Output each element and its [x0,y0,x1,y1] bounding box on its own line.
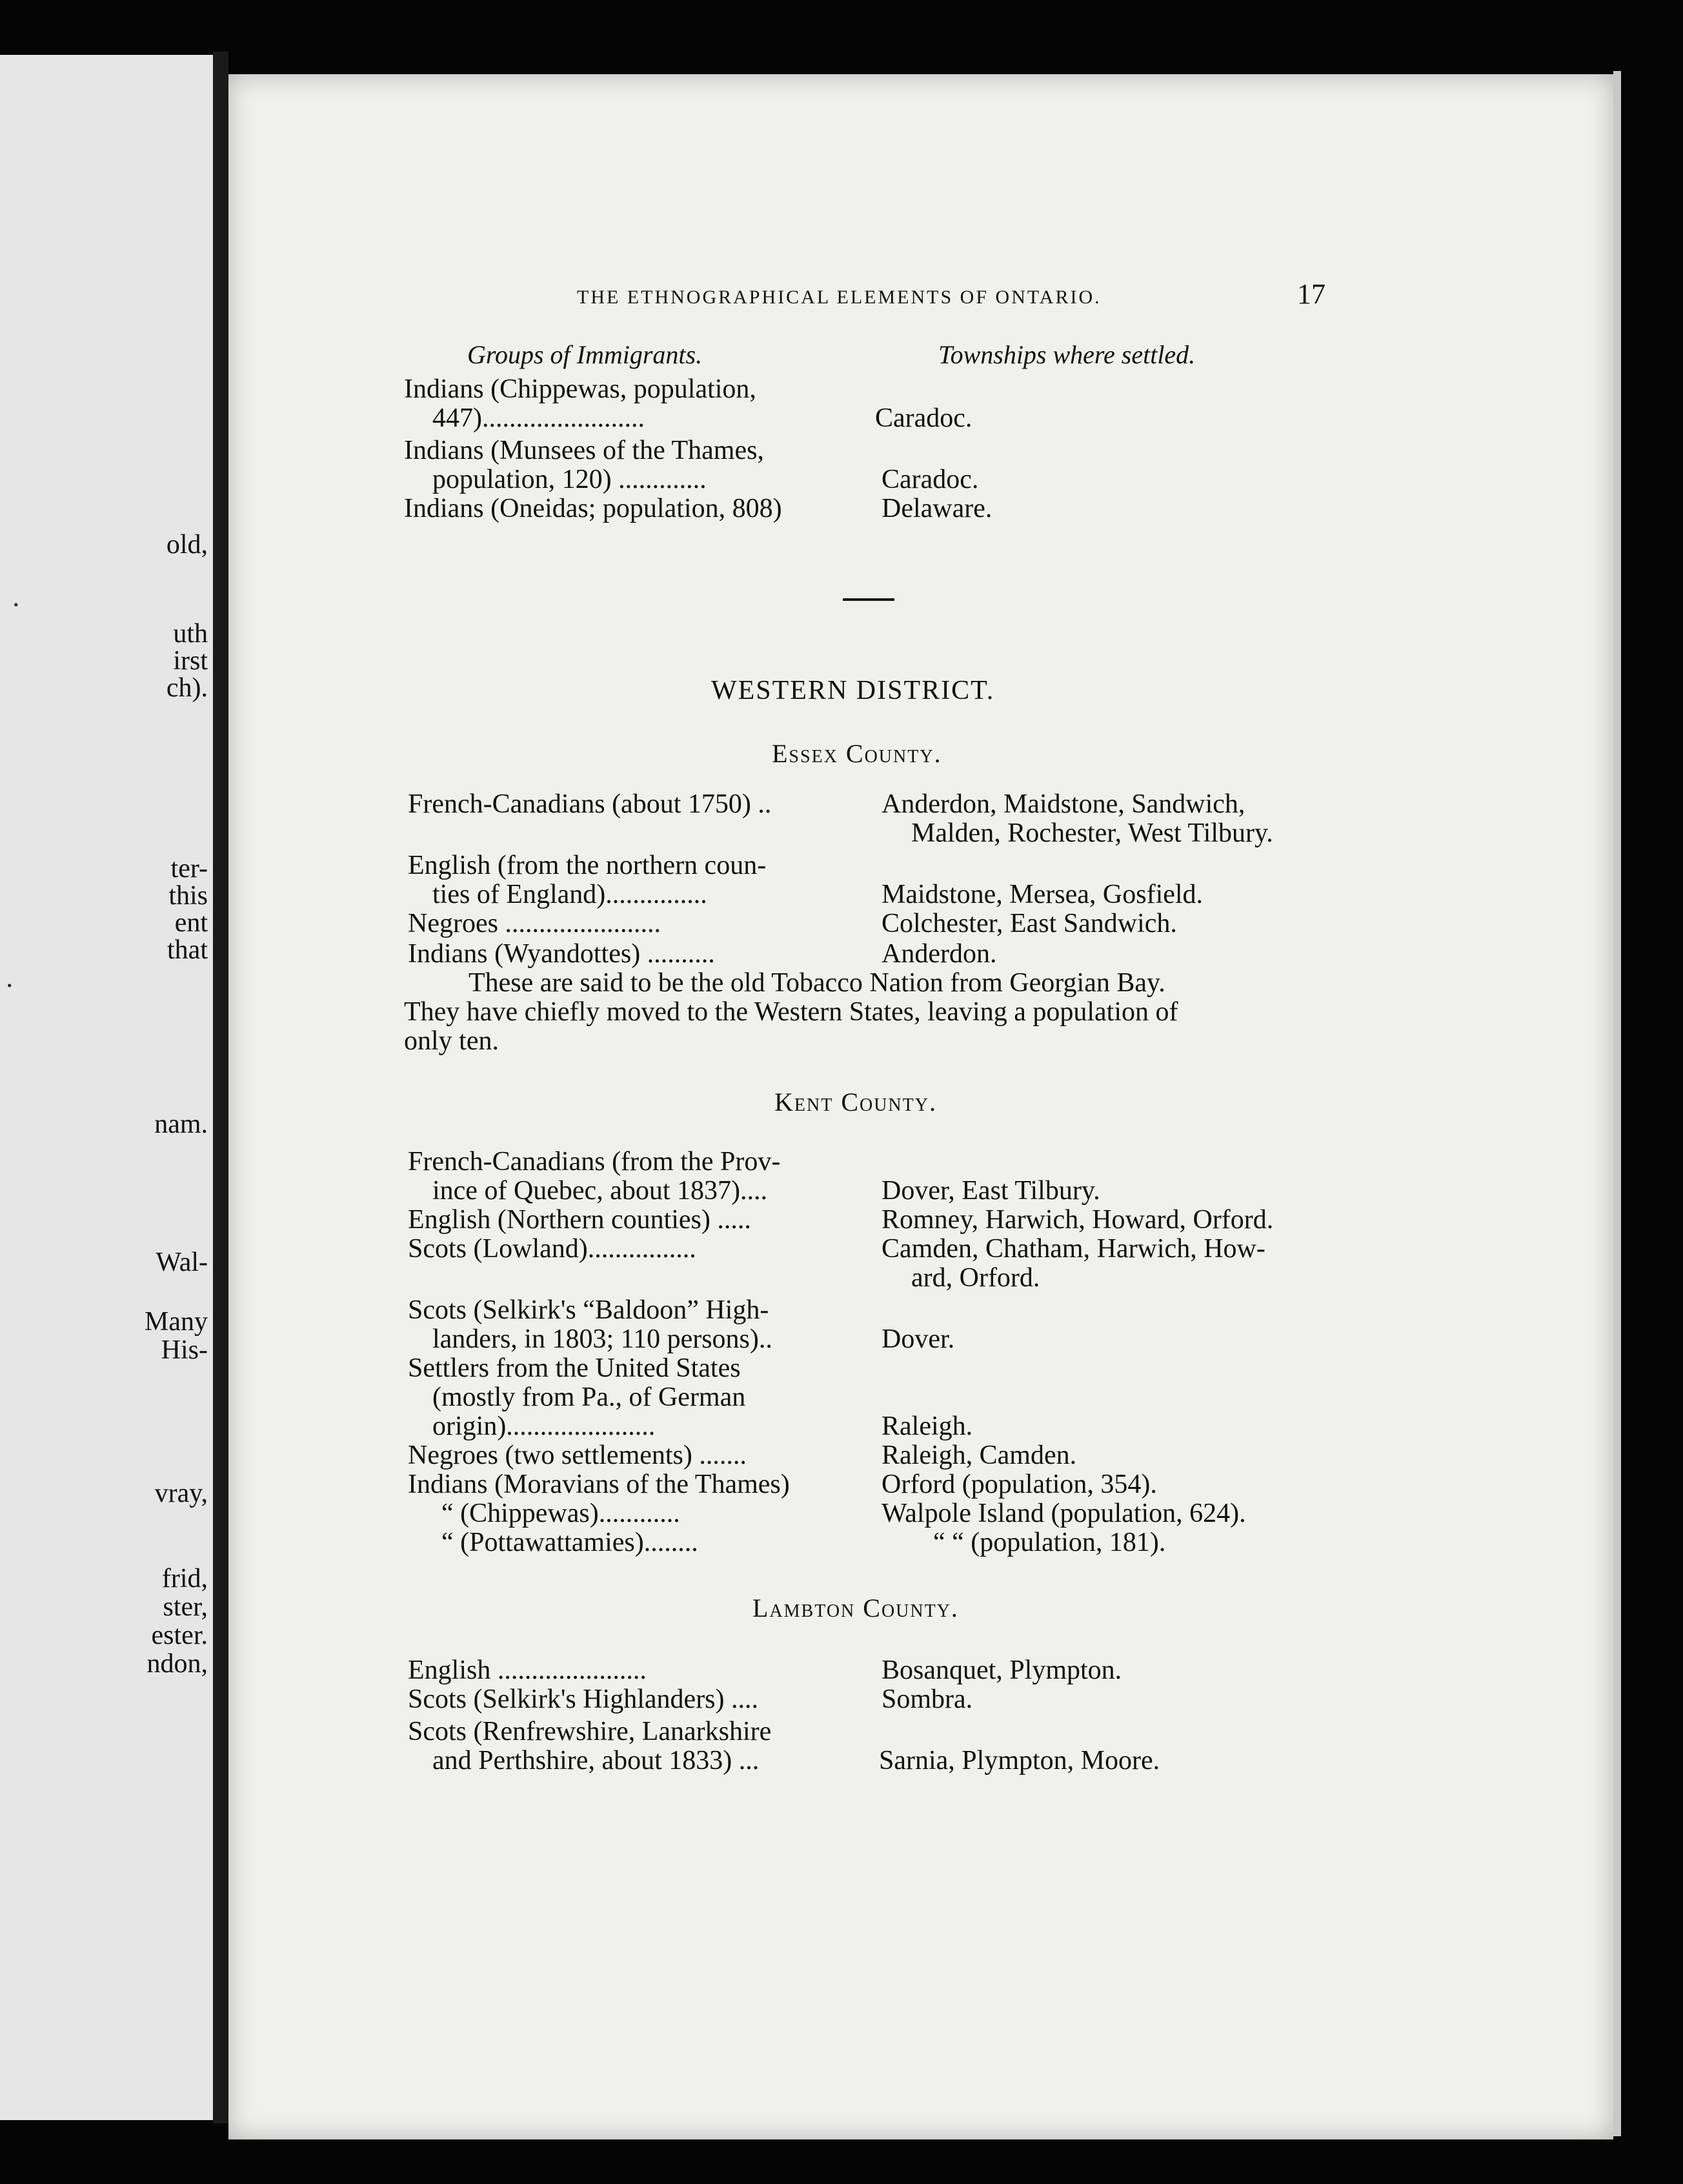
group-line: Scots (Selkirk's “Baldoon” High- [408,1295,769,1325]
group-line: population, 120) ............. [432,465,707,494]
township-line: Raleigh, Camden. [882,1441,1077,1470]
township-line: Dover. [882,1324,955,1354]
fragment-text: that [167,935,208,965]
group-line: and Perthshire, about 1833) ... [432,1746,760,1775]
group-line: French-Canadians (from the Prov- [408,1147,781,1177]
note-line: only ten. [404,1026,499,1056]
group-line: Negroes (two settlements) ....... [408,1441,747,1470]
group-line: Scots (Selkirk's Highlanders) .... [408,1684,759,1714]
township-line: ard, Orford. [911,1263,1040,1293]
group-line: Settlers from the United States [408,1353,741,1383]
fragment-text: ent [174,908,208,938]
township-line: Sombra. [882,1684,973,1714]
fragment-text: Wal- [156,1248,208,1277]
fragment-text: old, [166,530,208,560]
book-gutter [213,52,228,2123]
group-line: Indians (Munsees of the Thames, [404,436,764,465]
township-line: Camden, Chatham, Harwich, How- [882,1234,1265,1264]
district-title: WESTERN DISTRICT. [711,676,995,705]
township-line: Malden, Rochester, West Tilbury. [911,818,1273,848]
note-line: They have chiefly moved to the Western States, leaving a population of [404,997,1178,1027]
running-title: THE ETHNOGRAPHICAL ELEMENTS OF ONTARIO. [577,287,1102,308]
fragment-text: this [168,881,208,911]
page-number: 17 [1297,278,1325,310]
fragment-text: ndon, [146,1649,208,1679]
group-line: “ (Chippewas)............ [441,1499,680,1528]
group-line: origin)...................... [432,1411,656,1441]
township-line: “ “ (population, 181). [933,1528,1166,1557]
fragment-text: nam. [154,1109,208,1139]
township-line: Bosanquet, Plympton. [882,1655,1122,1685]
township-line: Romney, Harwich, Howard, Orford. [882,1205,1274,1235]
note-line: These are said to be the old Tobacco Nation from Georgian Bay. [469,968,1165,998]
group-line: Indians (Chippewas, population, [404,374,756,404]
group-line: Indians (Oneidas; population, 808) [404,494,782,523]
section-rule [843,598,894,601]
group-line: English (Northern counties) ..... [408,1205,751,1235]
county-title-essex: Essex County. [772,739,942,768]
township-line: Delaware. [882,494,993,523]
group-line: 447)........................ [432,403,645,433]
county-title-lambton: Lambton County. [752,1593,959,1623]
township-line: Raleigh. [882,1411,973,1441]
township-line: Colchester, East Sandwich. [882,909,1177,938]
column-head-townships: Townships where settled. [938,340,1196,369]
group-line: Scots (Lowland)................ [408,1234,696,1264]
group-line: Indians (Wyandottes) .......... [408,939,715,969]
group-line: French-Canadians (about 1750) .. [408,789,772,819]
township-line: Caradoc. [875,403,973,433]
county-title-kent: Kent County. [774,1087,937,1117]
fragment-text: His- [161,1335,208,1365]
fragment-text: irst [173,646,208,676]
group-line: “ (Pottawattamies)........ [441,1528,698,1557]
township-line: Caradoc. [882,465,979,494]
township-line: Anderdon, Maidstone, Sandwich, [882,789,1245,819]
fragment-text: vray, [154,1479,208,1508]
township-line: Anderdon. [882,939,997,969]
group-line: ties of England)............... [432,880,707,909]
group-line: English (from the northern coun- [408,851,767,880]
township-line: Dover, East Tilbury. [882,1176,1100,1206]
group-line: ince of Quebec, about 1837).... [432,1176,767,1206]
group-line: Scots (Renfrewshire, Lanarkshire [408,1717,772,1746]
group-line: Negroes ....................... [408,909,661,938]
page [228,74,1613,2139]
fragment-text: Many [145,1307,208,1337]
fragment-text: frid, [161,1564,208,1593]
fragment-text: ch). [166,673,208,703]
group-line: English ...................... [408,1655,647,1685]
facing-page-edge [0,55,213,2120]
group-line: landers, in 1803; 110 persons).. [432,1324,772,1354]
page-edge [1613,71,1621,2136]
fragment-text: . [6,964,13,993]
township-line: Sarnia, Plympton, Moore. [879,1746,1160,1775]
fragment-text: ter- [170,854,208,884]
fragment-text: . [12,583,19,612]
township-line: Orford (population, 354). [882,1470,1157,1499]
column-head-groups: Groups of Immigrants. [467,340,703,369]
fragment-text: uth [173,619,208,649]
fragment-text: ster, [163,1592,208,1622]
group-line: (mostly from Pa., of German [432,1382,746,1412]
group-line: Indians (Moravians of the Thames) [408,1470,790,1499]
township-line: Maidstone, Mersea, Gosfield. [882,880,1204,909]
township-line: Walpole Island (population, 624). [882,1499,1246,1528]
fragment-text: ester. [151,1621,208,1650]
